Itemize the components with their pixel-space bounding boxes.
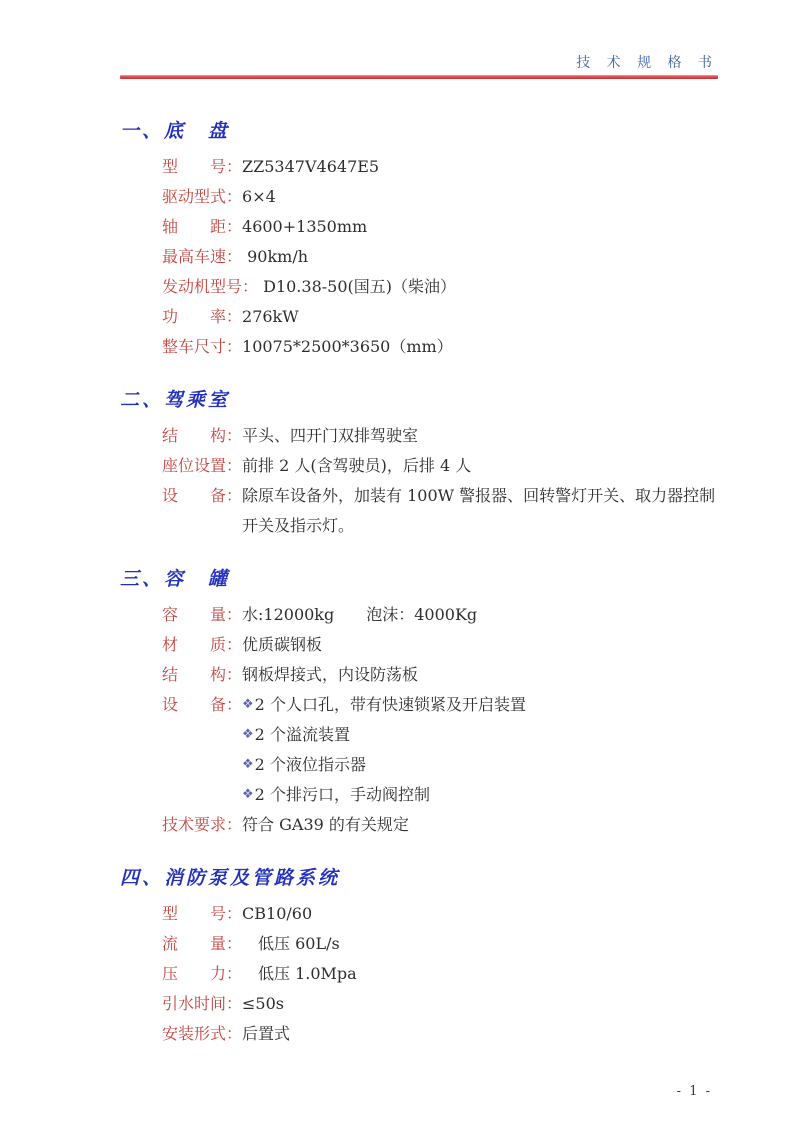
spec-label: 材 质： [162,635,243,654]
section-title-tank: 三、容 罐 [120,568,231,590]
spec-label: 设 备： [162,695,243,714]
diamond-bullet-icon: ❖ [242,787,254,802]
spec-row-capacity [120,600,718,630]
section-title-chassis: 一、底 盘 [120,120,231,142]
spec-label: 设 备： [162,486,243,505]
spec-row-pump-model [120,899,718,929]
header-title: 技 术 规 格 书 [576,55,718,71]
diamond-bullet-icon: ❖ [242,757,254,772]
spec-label: 结 构： [162,665,243,684]
spec-label: 安装形式： [162,1024,243,1043]
section-cab [120,386,718,541]
spec-value: 低压 60L/s [242,934,340,953]
spec-row-vehicle-dimensions [120,332,718,362]
section-title-cab: 二、驾乘室 [120,389,231,411]
spec-value: 90km/h [242,247,309,266]
spec-value: 276kW [242,307,299,326]
spec-value: 前排 2 人(含驾驶员)，后排 4 人 [242,456,472,475]
spec-row-drive-type [120,182,718,212]
spec-label: 压 力： [162,964,243,983]
spec-row-flow [120,929,718,959]
header-rule [120,75,718,79]
spec-value: 4600+1350mm [242,217,368,236]
page-number: - 1 - [676,1084,712,1099]
spec-value: 后置式 [242,1024,291,1043]
spec-value: ≤50s [242,994,284,1013]
spec-label: 型 号： [162,904,243,923]
spec-label: 型 号： [162,157,243,176]
spec-label: 流 量： [162,934,243,953]
spec-value: 低压 1.0Mpa [242,964,357,983]
spec-label: 发动机型号： [162,277,259,296]
spec-row-power [120,302,718,332]
spec-value: 水:12000kg 泡沫：4000Kg [242,605,478,624]
spec-label: 引水时间： [162,994,243,1013]
equipment-bullet-list [242,690,718,810]
bullet-item-drain [242,780,718,810]
diamond-bullet-icon: ❖ [242,727,254,742]
section-chassis [120,117,718,362]
spec-row-model [120,152,718,182]
spec-value: 平头、四开门双排驾驶室 [242,426,419,445]
spec-label: 驱动型式： [162,187,243,206]
spec-label: 整车尺寸： [162,337,243,356]
spec-row-material [120,630,718,660]
bullet-text: 2 个液位指示器 [254,755,366,774]
spec-row-structure [120,421,718,451]
bullet-item-overflow [242,720,718,750]
diamond-bullet-icon: ❖ [242,697,254,712]
spec-row-max-speed [120,242,718,272]
spec-row-mounting [120,1019,718,1049]
spec-label: 最高车速： [162,247,243,266]
section-title-fire-pump: 四、消防泵及管路系统 [120,867,341,889]
spec-row-pressure [120,959,718,989]
spec-value: 优质碳钢板 [242,635,323,654]
bullet-text: 2 个人口孔，带有快速锁紧及开启装置 [254,695,526,714]
spec-row-tank-equipment [120,690,718,810]
bullet-text: 2 个溢流装置 [254,725,350,744]
spec-label: 结 构： [162,426,243,445]
spec-label: 座位设置： [162,456,243,475]
spec-value: 10075*2500*3650（mm） [242,337,453,356]
section-fire-pump [120,864,718,1049]
spec-value: ZZ5347V4647E5 [242,157,380,176]
spec-label: 轴 距： [162,217,243,236]
spec-value: 符合 GA39 的有关规定 [242,815,409,834]
spec-row-priming-time [120,989,718,1019]
spec-row-engine-model [120,272,718,302]
spec-label: 技术要求： [162,815,243,834]
bullet-text: 2 个排污口，手动阀控制 [254,785,430,804]
bullet-item-manholes [242,690,718,720]
spec-row-wheelbase [120,212,718,242]
spec-label: 功 率： [162,307,243,326]
spec-value: 6×4 [242,187,276,206]
bullet-item-level-indicator [242,750,718,780]
spec-row-tank-structure [120,660,718,690]
spec-label: 容 量： [162,605,243,624]
spec-row-cab-equipment [120,481,718,541]
spec-value: 除原车设备外，加装有 100W 警报器、回转警灯开关、取力器控制开关及指示灯。 [242,486,716,535]
page-header [120,52,718,79]
spec-row-seating [120,451,718,481]
spec-value: 钢板焊接式，内设防荡板 [242,665,419,684]
spec-row-tech-requirements [120,810,718,840]
spec-value: CB10/60 [242,904,313,923]
spec-value: D10.38-50(国五)（柴油） [258,277,456,296]
section-tank [120,565,718,840]
